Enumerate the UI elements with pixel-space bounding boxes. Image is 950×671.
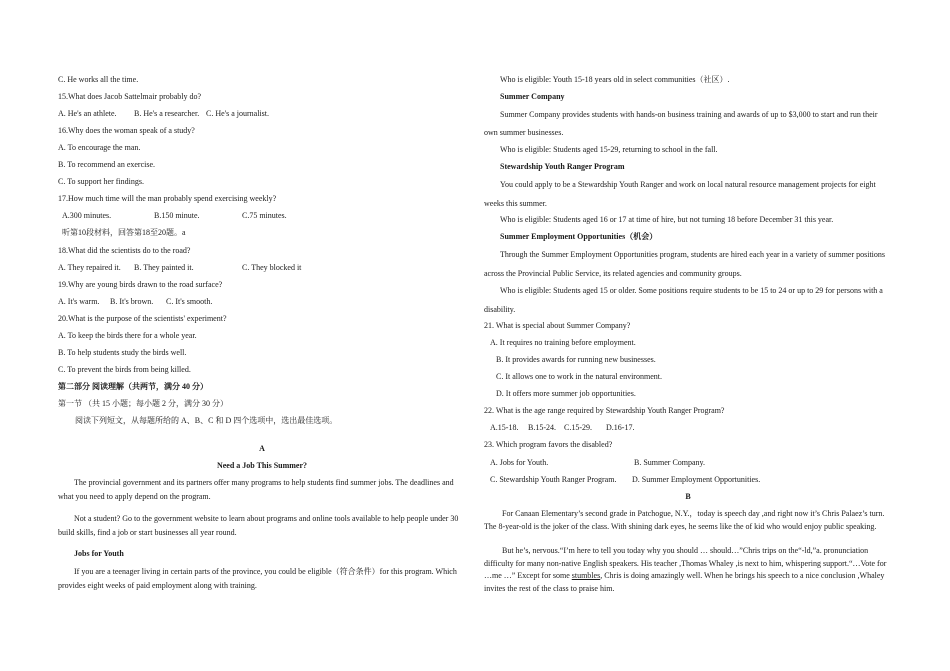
q17-option-b: B.150 minute. (154, 211, 200, 220)
q15-option-b: B. He's a researcher. (134, 109, 200, 118)
q22-question: 22. What is the age range required by Stewardship Youth Ranger Program? (484, 406, 725, 415)
q23-option-d: D. Summer Employment Opportunities. (632, 475, 761, 484)
listening-section-10: 听第10段材料，回答第18至20题。a (62, 228, 186, 237)
part2-heading: 第二部分 阅读理解（共两节，满分 40 分） (58, 382, 208, 391)
passage-b-para2-start: But he’s, nervous.“I’m here to tell you today why you should … should…”Chris trips on the“-ld,”a. pronunciation difficulty for many non-native English speakers. His teacher ,Thomas Whaley ,is next to him, whispering support.“…Vote for …me …” Except for some (484, 546, 887, 580)
q21-option-a: A. It requires no training before employment. (490, 338, 636, 347)
passage-a-letter: A (259, 444, 265, 453)
q17-question: 17.How much time will the man probably spend exercising weekly? (58, 194, 277, 203)
q23-question: 23. Which program favors the disabled? (484, 440, 613, 449)
q14-option-c: C. He works all the time. (58, 75, 139, 84)
q23-option-a: A. Jobs for Youth. (490, 458, 549, 467)
summer-company-eligible: Who is eligible: Students aged 15-29, returning to school in the fall. (500, 145, 718, 154)
stumbles-underlined: stumbles (571, 571, 601, 580)
q16-question: 16.Why does the woman speak of a study? (58, 126, 195, 135)
q19-question: 19.Why are young birds drawn to the road surface? (58, 280, 223, 289)
q17-option-a: A.300 minutes. (62, 211, 112, 220)
q20-option-a: A. To keep the birds there for a whole year. (58, 331, 197, 340)
q20-option-c: C. To prevent the birds from being killed. (58, 365, 191, 374)
summer-company-text: Summer Company provides students with hands-on business training and awards of up to $3,000 to start and run their own summer businesses. (484, 110, 878, 137)
stewardship-heading: Stewardship Youth Ranger Program (500, 162, 625, 171)
passage-a-para3: If you are a teenager living in certain parts of the province, you could be eligible（符合条件）for this program. Which provides eight weeks of paid employment along with training. (58, 567, 457, 590)
q22-option-c: C.15-29. (564, 423, 592, 432)
stewardship-text: You could apply to be a Stewardship Youth Ranger and work on local natural resource management projects for eight weeks this summer. (484, 180, 876, 208)
jobs-for-youth-eligible: Who is eligible: Youth 15-18 years old in select communities（社区）. (500, 75, 730, 84)
section1-heading: 第一节 （共 15 小题；每小题 2 分，满分 30 分） (58, 399, 228, 408)
stewardship-eligible: Who is eligible: Students aged 16 or 17 at time of hire, but not turning 18 before December 31 this year. (500, 215, 834, 224)
q19-option-b: B. It's brown. (110, 297, 154, 306)
passage-b-para2-end: , Chris is doing amazingly well. When he brings his speech to a nice conclusion ,Whaley invites the rest of the class to praise him. (484, 571, 885, 593)
q19-option-a: A. It's warm. (58, 297, 100, 306)
q18-option-a: A. They repaired it. (58, 263, 121, 272)
q22-option-a: A.15-18. (490, 423, 519, 432)
q23-option-b: B. Summer Company. (634, 458, 706, 467)
seo-eligible: Who is eligible: Students aged 15 or older. Some positions require students to be 15 to 24 or up to 29 for persons with a disability. (484, 286, 883, 314)
passage-a-para2: Not a student? Go to the government website to learn about programs and online tools available to help people under 30 build skills, find a job or start businesses all year round. (58, 514, 459, 537)
q17-option-c: C.75 minutes. (242, 211, 287, 220)
seo-text: Through the Summer Employment Opportunities program, students are hired each year in a variety of summer positions across the Provincial Public Service, its related agencies and community groups. (484, 250, 886, 278)
q18-question: 18.What did the scientists do to the road? (58, 246, 191, 255)
q19-option-c: C. It's smooth. (166, 297, 213, 306)
seo-heading: Summer Employment Opportunities（机会） (500, 232, 658, 241)
jobs-for-youth-heading: Jobs for Youth (74, 549, 124, 558)
q22-option-d: D.16-17. (606, 423, 635, 432)
q15-question: 15.What does Jacob Sattelmair probably do? (58, 92, 202, 101)
passage-a-title: Need a Job This Summer? (216, 461, 308, 470)
q18-option-c: C. They blocked it (242, 263, 302, 272)
q15-option-a: A. He's an athlete. (58, 109, 117, 118)
passage-b-letter: B (685, 492, 691, 501)
q21-option-b: B. It provides awards for running new businesses. (496, 355, 656, 364)
q16-option-b: B. To recommend an exercise. (58, 160, 156, 169)
passage-b-para2 (484, 545, 892, 595)
q23-option-c: C. Stewardship Youth Ranger Program. (490, 475, 617, 484)
q16-option-c: C. To support her findings. (58, 177, 144, 186)
q16-option-a: A. To encourage the man. (58, 143, 141, 152)
q15-option-c: C. He's a journalist. (206, 109, 269, 118)
q21-option-d: D. It offers more summer job opportunities. (496, 389, 636, 398)
summer-company-heading: Summer Company (500, 92, 565, 101)
q20-question: 20.What is the purpose of the scientists' experiment? (58, 314, 227, 323)
q20-option-b: B. To help students study the birds well. (58, 348, 187, 357)
passage-b-para1: For Canaan Elementary’s second grade in Patchogue, N.Y.，today is speech day ,and right now it’s Chris Palaez’s turn. The 8-year-old is the joker of the class. With shining dark eyes, he seems like the of kid who would enjoy public speaking. (484, 509, 885, 531)
q21-option-c: C. It allows one to work in the natural environment. (496, 372, 662, 381)
reading-instruction: 阅读下列短文，从每题所给的 A、B、C 和 D 四个选项中，选出最佳选项。 (75, 416, 338, 425)
q22-option-b: B.15-24. (528, 423, 556, 432)
q18-option-b: B. They painted it. (134, 263, 194, 272)
passage-a-para1: The provincial government and its partners offer many programs to help students find summer jobs. The deadlines and what you need to apply depend on the program. (58, 478, 454, 501)
q21-question: 21. What is special about Summer Company? (484, 321, 631, 330)
